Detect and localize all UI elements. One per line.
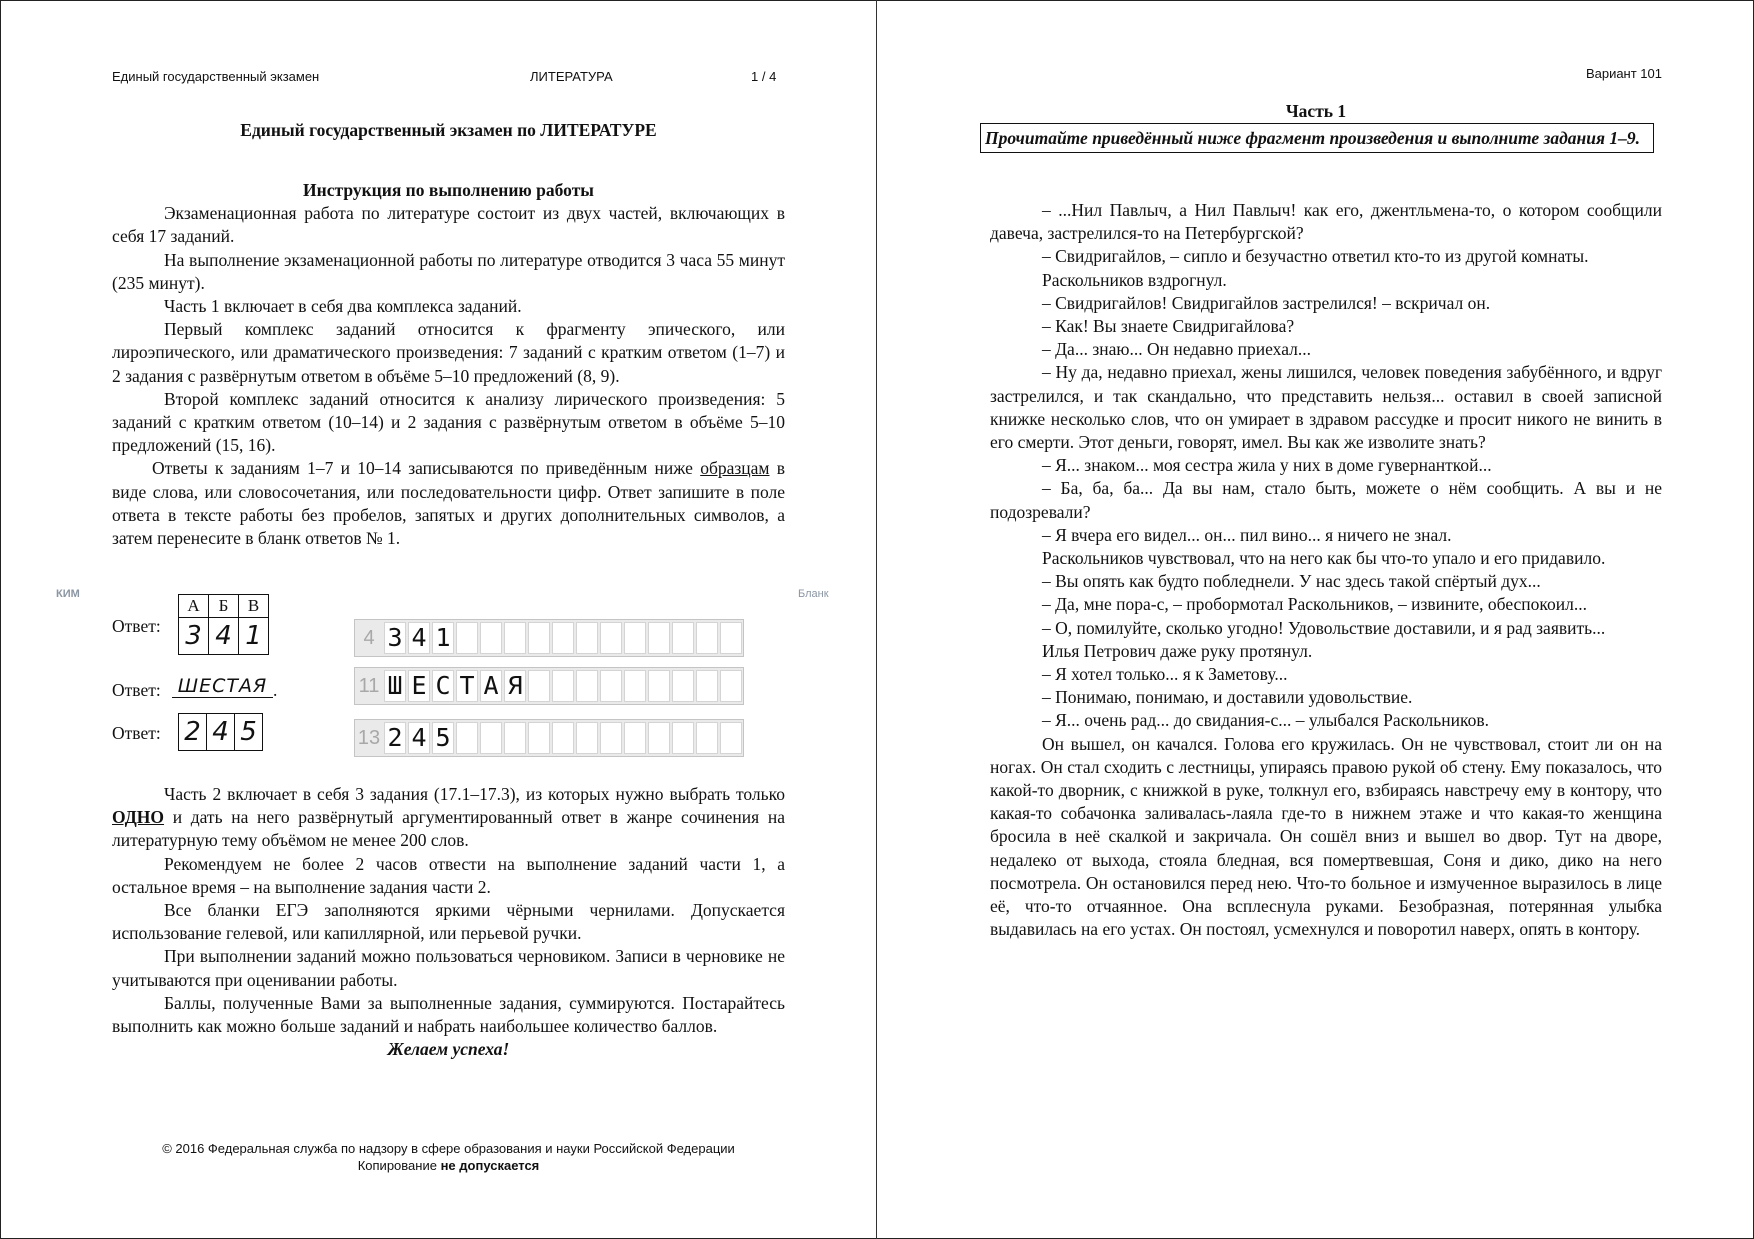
word-answer: ШЕСТАЯ — [172, 675, 273, 698]
paragraph: На выполнение экзаменационной работы по литературе отводится 3 часа 55 минут (235 минут). — [112, 249, 785, 293]
grid-cell — [696, 722, 718, 754]
grid-cell: Т — [456, 670, 478, 702]
part2-block — [112, 783, 785, 1061]
answer-label-2: Ответ: — [112, 680, 161, 700]
abv-header: В — [239, 595, 269, 618]
instruction-block — [112, 179, 785, 550]
grid-cell — [552, 670, 574, 702]
digits-answer-box — [178, 713, 263, 751]
text-paragraph: – Да... знаю... Он недавно приехал... — [1042, 339, 1311, 360]
grid-cell — [672, 670, 694, 702]
text-paragraph: – Понимаю, понимаю, и доставили удовольствие. — [1042, 687, 1413, 708]
header-subject: ЛИТЕРАТУРА — [530, 69, 613, 84]
footer-copy-bold: не допускается — [440, 1158, 540, 1173]
abv-value: 3 — [179, 618, 209, 655]
paragraph: Рекомендуем не более 2 часов отвести на выполнение заданий части 1, а остальное время – на выполнение задания части 2. — [112, 853, 785, 897]
grid-cell — [504, 622, 526, 654]
text-paragraph: – Я вчера его видел... он... пил вино... я ничего не знал. — [1042, 524, 1452, 545]
grid-cell — [528, 722, 550, 754]
paragraph: Часть 1 включает в себя два комплекса заданий. — [164, 296, 522, 317]
grid-cell — [480, 722, 502, 754]
grid-cell: С — [432, 670, 454, 702]
footer-copyright: © 2016 Федеральная служба по надзору в сфере образования и науки Российской Федерации — [162, 1141, 735, 1156]
grid-cell: 4 — [408, 622, 430, 654]
grid-cell — [600, 722, 622, 754]
grid-cell: 3 — [384, 622, 406, 654]
footer-copy-prefix: Копирование — [357, 1158, 437, 1173]
grid-cell — [456, 722, 478, 754]
text-paragraph: – Свидригайлов, – сипло и безучастно ответил кто-то из другой комнаты. — [1042, 246, 1589, 267]
paragraph: Все бланки ЕГЭ заполняются яркими чёрными чернилами. Допускается использование гелевой, или капиллярной, или перьевой ручки. — [112, 900, 785, 944]
wish-text: Желаем успеха! — [387, 1039, 510, 1060]
answer-label-1: Ответ: — [112, 616, 161, 636]
grid-cell — [576, 622, 598, 654]
word-answer-dot: . — [273, 680, 278, 700]
grid-cell — [696, 670, 718, 702]
grid-cell — [576, 670, 598, 702]
text-paragraph: – Ба, ба, ба... Да вы нам, стало быть, можете о нём сообщить. А вы и не подозревали? — [990, 478, 1662, 522]
abv-value: 4 — [209, 618, 239, 655]
instruction-title: Инструкция по выполнению работы — [303, 180, 594, 200]
grid-cell — [672, 722, 694, 754]
grid-cell — [528, 622, 550, 654]
digit-cell: 5 — [240, 717, 257, 747]
text-paragraph: Раскольников чувствовал, что на него как бы что-то упало и его придавило. — [1042, 548, 1606, 569]
grid-cell — [696, 622, 718, 654]
samples-link: образцам — [700, 458, 770, 479]
grid-cell — [648, 670, 670, 702]
paragraph: Баллы, полученные Вами за выполненные задания, суммируются. Постарайтесь выполнить как можно больше заданий и набрать наибольшее количество баллов. — [112, 992, 785, 1037]
grid-cell — [576, 722, 598, 754]
literary-fragment — [990, 199, 1662, 942]
answer-grid-1 — [354, 619, 744, 657]
text-paragraph: – ...Нил Павлыч, а Нил Павлыч! как его, джентльмена-то, о котором сообщили давеча, застрелился-то на Петербургской? — [990, 200, 1662, 244]
grid-cell: А — [480, 670, 502, 702]
grid-cell — [720, 722, 742, 754]
paragraph: Первый комплекс заданий относится к фрагменту эпического, или лироэпического, или драматического произведения: 7 заданий с кратким ответом (1–7) и 2 задания с развёрнутым ответом в объёме 5–10 предложений (8, 9). — [112, 319, 785, 386]
part-title: Часть 1 — [1285, 101, 1347, 121]
paragraph: При выполнении заданий можно пользоваться черновиком. Записи в черновике не учитываются при оценивании работы. — [112, 946, 785, 990]
footer — [112, 1140, 785, 1174]
text-paragraph: – О, помилуйте, сколько угодно! Удовольствие доставили, и я рад заявить... — [1042, 617, 1606, 638]
abv-header: А — [179, 595, 209, 618]
text-paragraph: – Я... очень рад... до свидания-с... – улыбался Раскольников. — [1042, 710, 1489, 731]
grid-cell: Я — [504, 670, 526, 702]
abv-header: Б — [209, 595, 239, 618]
text-paragraph: – Да, мне пора-с, – пробормотал Раскольников, – извините, обеспокоил... — [1042, 594, 1587, 615]
answers-text-after: в виде слова, или словосочетания, или последовательности цифр. Ответ запишите в поле ответа в тексте работы без пробелов, запятых и других дополнительных символов, а затем перенесите в бланк ответов № 1. — [112, 458, 786, 549]
text-paragraph: – Свидригайлов! Свидригайлов застрелился! – вскричал он. — [1042, 292, 1491, 313]
answer-grid-3 — [354, 719, 744, 757]
grid-cell — [672, 622, 694, 654]
footer-copy-line — [112, 1157, 785, 1174]
document-title: Единый государственный экзамен по ЛИТЕРАТУРЕ — [240, 120, 657, 140]
grid-task-number: 11 — [358, 675, 380, 697]
grid-cell — [600, 670, 622, 702]
digit-cell: 2 — [179, 714, 207, 750]
abv-answer-table — [178, 594, 269, 655]
variant-label: Вариант 101 — [1585, 66, 1662, 81]
grid-cell — [648, 622, 670, 654]
grid-task-number: 4 — [363, 627, 375, 649]
text-paragraph: Раскольников вздрогнул. — [1042, 269, 1227, 290]
text-paragraph: Он вышел, он качался. Голова его кружилась. Он не чувствовал, стоит ли он на ногах. Он стал сходить с лестницы, упираясь правою рукой об стену. Ему показалось, что какой-то дворник, с книжкой в руке, толкнул его, взбираясь навстречу ему в контору, что какая-то собачонка заливалась-лаяла где-то в нижнем этаже и что какая-то женщина бросила в неё скалкой и закричала. Он сошёл вниз и вышел во двор. Тут на дворе, недалеко от выхода, стояла бледная, вся помертвевшая, Соня и дико, дико на него посмотрела. Он остановился перед нею. Что-то больное и измученное выразилось в лице её, что-то отчаянное. Она всплеснула руками. Безобразная, потерянная улыбка выдавилась на его устах. Он постоял, усмехнулся и поворотил наверх, опять в контору. — [990, 733, 1662, 940]
kim-label: КИМ — [56, 588, 80, 600]
grid-cell: 5 — [432, 722, 454, 754]
answer-label-3: Ответ: — [112, 723, 161, 743]
part2-emphasis: ОДНО — [112, 807, 165, 828]
answer-grid-2 — [354, 667, 744, 705]
grid-cell — [648, 722, 670, 754]
part2-text-before: Часть 2 включает в себя 3 задания (17.1–17.3), из которых нужно выбрать только — [164, 784, 785, 804]
abv-value: 1 — [239, 618, 269, 655]
grid-cell: 1 — [432, 622, 454, 654]
text-paragraph: Илья Петрович даже руку протянул. — [1042, 640, 1313, 661]
paragraph: Экзаменационная работа по литературе состоит из двух частей, включающих в себя 17 заданий. — [112, 203, 785, 247]
part2-text-after: и дать на него развёрнутый аргументированный ответ в жанре сочинения на литературную тему объёмом не менее 200 слов. — [112, 807, 785, 851]
text-paragraph: – Как! Вы знаете Свидригайлова? — [1042, 316, 1295, 337]
text-paragraph: – Я хотел только... я к Заметову... — [1042, 664, 1288, 685]
text-paragraph: – Вы опять как будто побледнели. У нас здесь такой спёртый дух... — [1042, 571, 1541, 592]
grid-cell — [528, 670, 550, 702]
header-page-number: 1 / 4 — [751, 69, 777, 84]
grid-cell: Ш — [384, 670, 406, 702]
text-paragraph: – Ну да, недавно приехал, жены лишился, человек поведения забубённого, и вдруг застрелился, и так скандально, что представить нельзя... оставил в своей записной книжке несколько слов, что он умирает в здравом рассудке и просит никого не винить в его смерти. Этот деньги, говорят, имел. Вы как же изволите знать? — [990, 362, 1662, 453]
blank-label: Бланк — [798, 588, 829, 600]
grid-cell — [720, 622, 742, 654]
grid-cell — [504, 722, 526, 754]
grid-cell — [456, 622, 478, 654]
grid-cell — [600, 622, 622, 654]
grid-cell — [552, 622, 574, 654]
grid-cell — [552, 722, 574, 754]
paragraph: Второй комплекс заданий относится к анализу лирического произведения: 5 заданий с кратким ответом (10–14) и 2 задания с развёрнутым ответом в объёме 5–10 предложений (15, 16). — [112, 388, 785, 456]
header-exam: Единый государственный экзамен — [112, 69, 320, 84]
text-paragraph: – Я... знаком... моя сестра жила у них в доме гувернанткой... — [1042, 455, 1492, 476]
answers-paragraph — [112, 457, 785, 550]
digit-cell: 4 — [207, 714, 235, 750]
grid-cell — [624, 722, 646, 754]
grid-cell — [624, 670, 646, 702]
task-instruction-box: Прочитайте приведённый ниже фрагмент произведения и выполните задания 1–9. — [980, 123, 1654, 153]
answers-text-before: Ответы к заданиям 1–7 и 10–14 записываются по приведённым ниже — [152, 458, 693, 479]
grid-cell — [480, 622, 502, 654]
grid-task-number: 13 — [357, 727, 381, 749]
part2-paragraph — [112, 783, 785, 853]
grid-cell: 2 — [384, 722, 406, 754]
grid-cell — [720, 670, 742, 702]
grid-cell: 4 — [408, 722, 430, 754]
grid-cell — [624, 622, 646, 654]
grid-cell: Е — [408, 670, 430, 702]
